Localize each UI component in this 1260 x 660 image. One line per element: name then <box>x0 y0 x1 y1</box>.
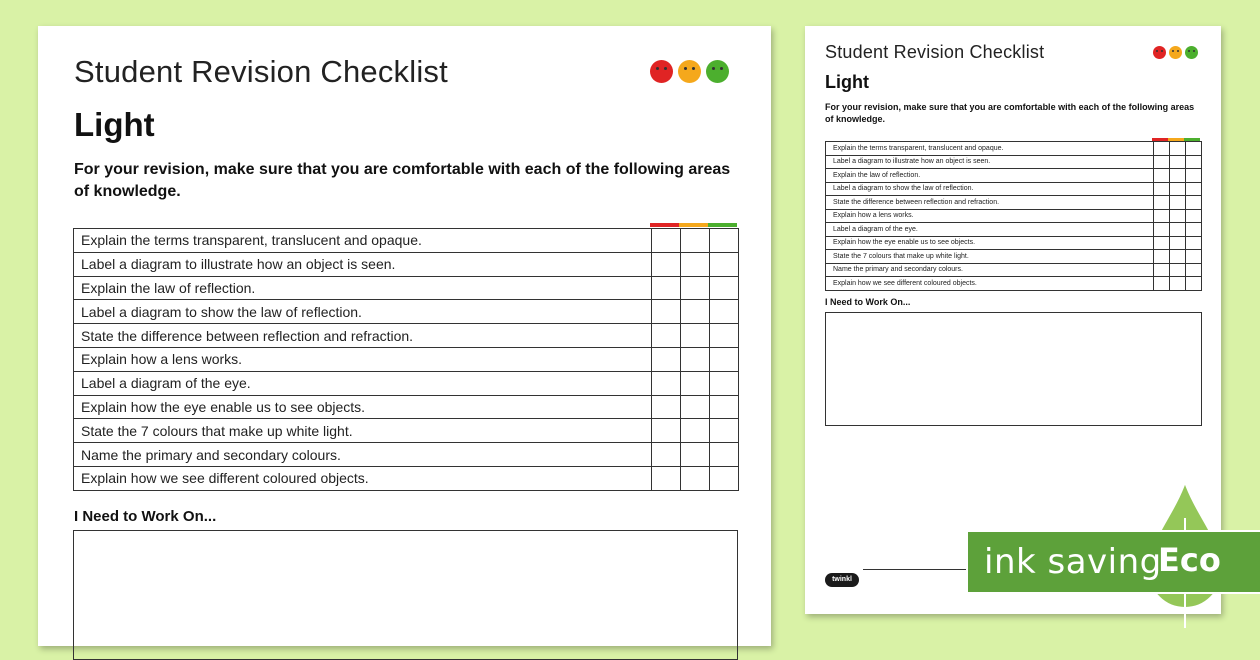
rating-cell-red[interactable] <box>652 466 681 490</box>
worksheet-title: Student Revision Checklist <box>74 54 448 89</box>
rating-cell-amber[interactable] <box>681 229 710 253</box>
checklist-item-text: Explain how the eye enable us to see objects. <box>826 236 1154 250</box>
rating-cell-red[interactable] <box>1154 263 1170 277</box>
work-on-box-small <box>825 312 1202 426</box>
rating-cell-red[interactable] <box>652 252 681 276</box>
ink-saving-label: ink saving <box>984 542 1162 582</box>
rating-cell-red[interactable] <box>652 324 681 348</box>
checklist-item-text: Explain how a lens works. <box>826 209 1154 223</box>
rating-cell-amber[interactable] <box>1170 277 1186 291</box>
rating-cell-green[interactable] <box>710 371 739 395</box>
intro-text-small: For your revision, make sure that you are comfortable with each of the following areas of knowledge. <box>825 102 1195 125</box>
worksheet-title-small: Student Revision Checklist <box>825 42 1045 62</box>
rating-cell-green[interactable] <box>710 443 739 467</box>
rating-cell-red[interactable] <box>652 229 681 253</box>
checklist-row <box>74 347 739 371</box>
rating-cell-red[interactable] <box>1154 236 1170 250</box>
rating-cell-green[interactable] <box>1186 250 1202 264</box>
checklist-row <box>826 236 1202 250</box>
checklist-row <box>826 250 1202 264</box>
rating-cell-red[interactable] <box>1154 155 1170 169</box>
rating-cell-amber[interactable] <box>681 466 710 490</box>
checklist-row <box>74 276 739 300</box>
traffic-light-faces-small <box>1153 46 1198 59</box>
checklist-item-text: Name the primary and secondary colours. <box>74 443 652 467</box>
rating-colour-band <box>650 223 737 227</box>
neutral-face-icon <box>1169 46 1182 59</box>
checklist-item-text: Explain how the eye enable us to see objects. <box>74 395 652 419</box>
checklist-item-text: State the 7 colours that make up white light. <box>74 419 652 443</box>
rating-cell-amber[interactable] <box>681 252 710 276</box>
rating-cell-amber[interactable] <box>1170 196 1186 210</box>
checklist-item-text: State the difference between reflection and refraction. <box>74 324 652 348</box>
rating-cell-green[interactable] <box>710 252 739 276</box>
rating-cell-red[interactable] <box>1154 223 1170 237</box>
rating-cell-amber[interactable] <box>681 395 710 419</box>
checklist-row <box>826 209 1202 223</box>
checklist-row <box>74 395 739 419</box>
work-on-heading: I Need to Work On... <box>74 508 217 525</box>
checklist-row <box>826 277 1202 291</box>
checklist-item-text: Explain the law of reflection. <box>74 276 652 300</box>
sad-face-icon <box>1153 46 1166 59</box>
rating-cell-green[interactable] <box>710 276 739 300</box>
traffic-light-faces <box>650 60 729 83</box>
checklist-row <box>826 182 1202 196</box>
checklist-row <box>74 229 739 253</box>
eco-label: Eco <box>1158 541 1221 579</box>
checklist-item-text: Name the primary and secondary colours. <box>826 263 1154 277</box>
rating-cell-red[interactable] <box>1154 250 1170 264</box>
rating-cell-red[interactable] <box>652 276 681 300</box>
rating-cell-amber[interactable] <box>1170 169 1186 183</box>
rating-cell-amber[interactable] <box>1170 142 1186 156</box>
revision-checklist-table <box>73 228 739 491</box>
checklist-row <box>74 419 739 443</box>
rating-cell-green[interactable] <box>1186 169 1202 183</box>
rating-cell-green[interactable] <box>1186 155 1202 169</box>
checklist-item-text: Label a diagram of the eye. <box>826 223 1154 237</box>
rating-cell-amber[interactable] <box>681 347 710 371</box>
checklist-row <box>826 263 1202 277</box>
topic-heading-small: Light <box>825 72 869 92</box>
rating-cell-red[interactable] <box>652 443 681 467</box>
checklist-row <box>826 169 1202 183</box>
twinkl-logo: twinkl <box>825 573 859 587</box>
checklist-row <box>74 252 739 276</box>
neutral-face-icon <box>678 60 701 83</box>
rating-cell-green[interactable] <box>710 419 739 443</box>
rating-cell-green[interactable] <box>1186 223 1202 237</box>
sad-face-icon <box>650 60 673 83</box>
rating-cell-red[interactable] <box>1154 209 1170 223</box>
rating-cell-amber[interactable] <box>1170 155 1186 169</box>
checklist-row <box>826 196 1202 210</box>
rating-cell-green[interactable] <box>710 466 739 490</box>
checklist-row <box>826 155 1202 169</box>
checklist-row <box>74 300 739 324</box>
revision-checklist-table-small <box>825 141 1202 291</box>
rating-cell-amber[interactable] <box>681 419 710 443</box>
checklist-item-text: Label a diagram to illustrate how an object is seen. <box>826 155 1154 169</box>
rating-cell-green[interactable] <box>1186 277 1202 291</box>
rating-cell-amber[interactable] <box>681 443 710 467</box>
rating-cell-red[interactable] <box>652 419 681 443</box>
work-on-heading-small: I Need to Work On... <box>825 297 911 307</box>
checklist-row <box>826 223 1202 237</box>
rating-cell-amber[interactable] <box>1170 250 1186 264</box>
rating-cell-red[interactable] <box>652 300 681 324</box>
rating-cell-amber[interactable] <box>681 371 710 395</box>
rating-cell-amber[interactable] <box>1170 263 1186 277</box>
checklist-item-text: State the difference between reflection and refraction. <box>826 196 1154 210</box>
rating-cell-amber[interactable] <box>1170 236 1186 250</box>
rating-cell-green[interactable] <box>1186 209 1202 223</box>
rating-cell-red[interactable] <box>652 371 681 395</box>
rating-cell-amber[interactable] <box>681 300 710 324</box>
worksheet-preview-large <box>38 26 771 646</box>
happy-face-icon <box>1185 46 1198 59</box>
rating-cell-green[interactable] <box>710 347 739 371</box>
checklist-row <box>74 371 739 395</box>
checklist-item-text: Explain the law of reflection. <box>826 169 1154 183</box>
rating-cell-amber[interactable] <box>1170 182 1186 196</box>
rating-cell-amber[interactable] <box>681 276 710 300</box>
rating-cell-green[interactable] <box>1186 196 1202 210</box>
rating-cell-green[interactable] <box>710 324 739 348</box>
checklist-item-text: Label a diagram to illustrate how an object is seen. <box>74 252 652 276</box>
rating-cell-green[interactable] <box>1186 142 1202 156</box>
checklist-item-text: Explain the terms transparent, translucent and opaque. <box>74 229 652 253</box>
work-on-box[interactable] <box>73 530 738 660</box>
rating-cell-green[interactable] <box>710 395 739 419</box>
checklist-row <box>826 142 1202 156</box>
checklist-item-text: Label a diagram of the eye. <box>74 371 652 395</box>
rating-cell-red[interactable] <box>1154 196 1170 210</box>
checklist-item-text: Label a diagram to show the law of reflection. <box>826 182 1154 196</box>
rating-cell-green[interactable] <box>710 229 739 253</box>
checklist-row <box>74 324 739 348</box>
checklist-row <box>74 443 739 467</box>
happy-face-icon <box>706 60 729 83</box>
rating-cell-green[interactable] <box>1186 263 1202 277</box>
rating-cell-red[interactable] <box>1154 142 1170 156</box>
intro-text: For your revision, make sure that you are comfortable with each of the following areas of knowledge. <box>74 161 731 200</box>
rating-cell-amber[interactable] <box>1170 209 1186 223</box>
checklist-row <box>74 466 739 490</box>
checklist-item-text: State the 7 colours that make up white light. <box>826 250 1154 264</box>
rating-cell-red[interactable] <box>652 347 681 371</box>
checklist-item-text: Explain how a lens works. <box>74 347 652 371</box>
checklist-item-text: Label a diagram to show the law of reflection. <box>74 300 652 324</box>
rating-cell-amber[interactable] <box>681 324 710 348</box>
rating-cell-red[interactable] <box>1154 277 1170 291</box>
rating-cell-red[interactable] <box>1154 169 1170 183</box>
rating-cell-red[interactable] <box>652 395 681 419</box>
rating-cell-green[interactable] <box>1186 182 1202 196</box>
rating-cell-amber[interactable] <box>1170 223 1186 237</box>
topic-heading: Light <box>74 106 155 143</box>
rating-cell-green[interactable] <box>710 300 739 324</box>
rating-cell-red[interactable] <box>1154 182 1170 196</box>
checklist-item-text: Explain how we see different coloured objects. <box>826 277 1154 291</box>
checklist-item-text: Explain how we see different coloured objects. <box>74 466 652 490</box>
rating-cell-green[interactable] <box>1186 236 1202 250</box>
checklist-item-text: Explain the terms transparent, translucent and opaque. <box>826 142 1154 156</box>
